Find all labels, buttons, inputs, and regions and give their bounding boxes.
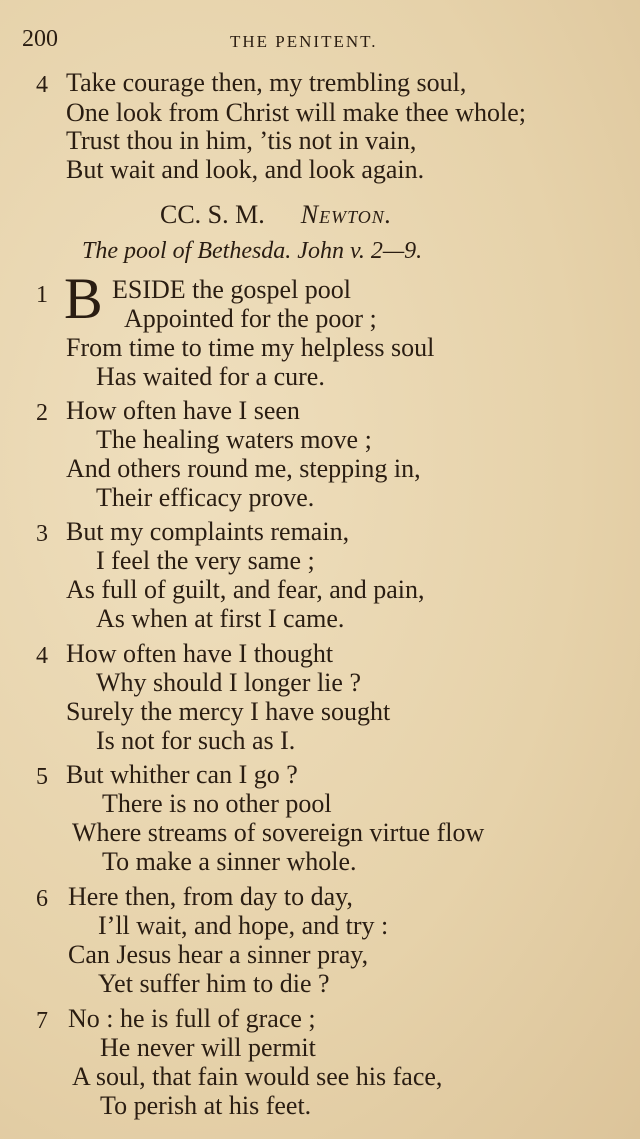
verse-line: Why should I longer lie ? <box>96 668 361 697</box>
verse-line: Appointed for the poor ; <box>124 304 377 333</box>
verse-line: Take courage then, my trembling soul, <box>66 68 467 97</box>
verse-line: Where streams of sovereign virtue flow <box>72 818 485 847</box>
verse-line: The healing waters move ; <box>96 425 372 454</box>
verse-line: Is not for such as I. <box>96 726 296 755</box>
hymn-number-meter: CC. S. M. <box>160 200 265 229</box>
verse-line: But my complaints remain, <box>66 517 350 546</box>
stanza-number: 5 <box>36 764 48 790</box>
verse-line: Can Jesus hear a sinner pray, <box>68 940 369 969</box>
hymn-heading <box>160 200 392 230</box>
verse-line: To make a sinner whole. <box>102 847 357 876</box>
running-head: THE PENITENT. <box>230 32 378 51</box>
verse-line: As full of guilt, and fear, and pain, <box>66 575 425 604</box>
verse-line: No : he is full of grace ; <box>68 1004 316 1033</box>
stanza-number: 4 <box>36 72 48 98</box>
drop-cap: B <box>64 266 103 331</box>
hymn-author: Newton. <box>300 200 393 229</box>
stanza-number: 6 <box>36 886 48 912</box>
stanza-number: 4 <box>36 643 48 669</box>
stanza-number: 7 <box>36 1008 48 1034</box>
stanza-number: 2 <box>36 400 48 426</box>
verse-line: ESIDE the gospel pool <box>112 275 352 304</box>
verse-line: I’ll wait, and hope, and try : <box>98 911 389 940</box>
verse-line: I feel the very same ; <box>96 546 315 575</box>
hymn-subtitle: The pool of Bethesda. John v. 2—9. <box>82 238 423 264</box>
page-number: 200 <box>22 26 58 52</box>
verse-line: Here then, from day to day, <box>68 882 353 911</box>
verse-line: Has waited for a cure. <box>96 362 325 391</box>
stanza-number: 3 <box>36 521 48 547</box>
verse-line: There is no other pool <box>102 789 332 818</box>
verse-line: As when at first I came. <box>96 604 345 633</box>
verse-line: Surely the mercy I have sought <box>66 697 391 726</box>
verse-line: One look from Christ will make thee whole; <box>66 98 526 127</box>
verse-line: From time to time my helpless soul <box>66 333 435 362</box>
verse-line: But whither can I go ? <box>66 760 298 789</box>
verse-line: Their efficacy prove. <box>96 483 315 512</box>
stanza-number: 1 <box>36 282 48 308</box>
verse-line: And others round me, stepping in, <box>66 454 421 483</box>
verse-line: A soul, that fain would see his face, <box>72 1062 443 1091</box>
verse-line: Yet suffer him to die ? <box>98 969 330 998</box>
verse-line: How often have I thought <box>66 639 334 668</box>
page-header <box>22 26 620 60</box>
verse-line: Trust thou in him, ’tis not in vain, <box>66 126 417 155</box>
verse-line: How often have I seen <box>66 396 300 425</box>
verse-line: But wait and look, and look again. <box>66 155 425 184</box>
verse-line: To perish at his feet. <box>100 1091 312 1120</box>
verse-line: He never will permit <box>100 1033 316 1062</box>
